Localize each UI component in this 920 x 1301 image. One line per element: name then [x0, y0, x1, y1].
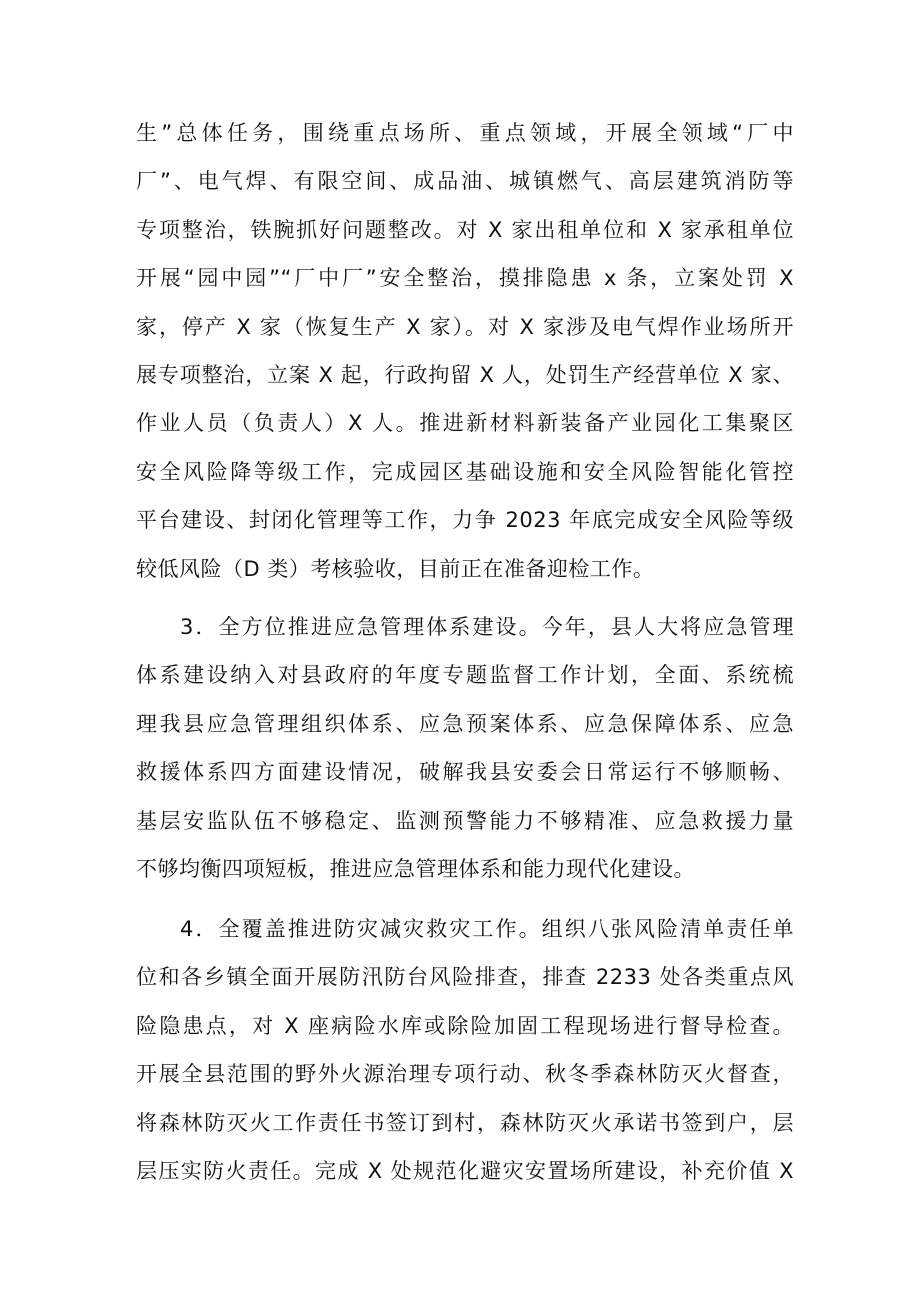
text-line: 作业人员（负责人）X 人。推进新材料新装备产业园化工集聚区 — [136, 411, 794, 436]
text-line: 3．全方位推进应急管理体系建设。今年，县人大将应急管理 — [180, 615, 794, 639]
text-line: 不够均衡四项短板，推进应急管理体系和能力现代化建设。 — [136, 856, 695, 881]
text-line: 4．全覆盖推进防灾减灾救灾工作。组织八张风险清单责任单 — [180, 917, 794, 941]
text-line: 理我县应急管理组织体系、应急预案体系、应急保障体系、应急 — [136, 711, 794, 736]
text-line: 救援体系四方面建设情况，破解我县安委会日常运行不够顺畅、 — [136, 760, 794, 785]
paragraph-disaster-prevention — [136, 905, 794, 1195]
paragraph-safety-rectification — [136, 109, 794, 593]
text-line: 开展“园中园”“厂中厂”安全整治，摸排隐患 x 条，立案处罚 X — [136, 266, 794, 291]
text-line: 层压实防火责任。完成 X 处规范化避灾安置场所建设，补充价值 X — [136, 1158, 794, 1183]
text-line: 开展全县范围的野外火源治理专项行动、秋冬季森林防灭火督查， — [136, 1062, 794, 1087]
text-line: 展专项整治，立案 X 起，行政拘留 X 人，处罚生产经营单位 X 家、 — [136, 362, 794, 387]
text-line: 生”总体任务，围绕重点场所、重点领域，开展全领域“厂中 — [136, 121, 794, 145]
text-line: 家，停产 X 家（恢复生产 X 家）。对 X 家涉及电气焊作业场所开 — [136, 314, 794, 339]
text-line: 位和各乡镇全面开展防汛防台风险排查，排查 2233 处各类重点风 — [136, 965, 794, 990]
text-line: 安全风险降等级工作，完成园区基础设施和安全风险智能化管控 — [136, 459, 794, 484]
text-line: 平台建设、封闭化管理等工作，力争 2023 年底完成安全风险等级 — [136, 508, 794, 533]
text-line: 基层安监队伍不够稳定、监测预警能力不够精准、应急救援力量 — [136, 808, 794, 833]
text-line: 专项整治，铁腕抓好问题整改。对 X 家出租单位和 X 家承租单位 — [136, 217, 794, 242]
paragraph-emergency-management — [136, 603, 794, 893]
text-line: 厂”、电气焊、有限空间、成品油、城镇燃气、高层建筑消防等 — [136, 169, 794, 194]
text-line: 体系建设纳入对县政府的年度专题监督工作计划，全面、系统梳 — [136, 663, 794, 688]
text-line: 较低风险（D 类）考核验收，目前正在准备迎检工作。 — [136, 556, 655, 581]
text-line: 将森林防灭火工作责任书签订到村，森林防灭火承诺书签到户，层 — [136, 1110, 794, 1135]
text-line: 险隐患点，对 X 座病险水库或除险加固工程现场进行督导检查。 — [136, 1013, 794, 1038]
